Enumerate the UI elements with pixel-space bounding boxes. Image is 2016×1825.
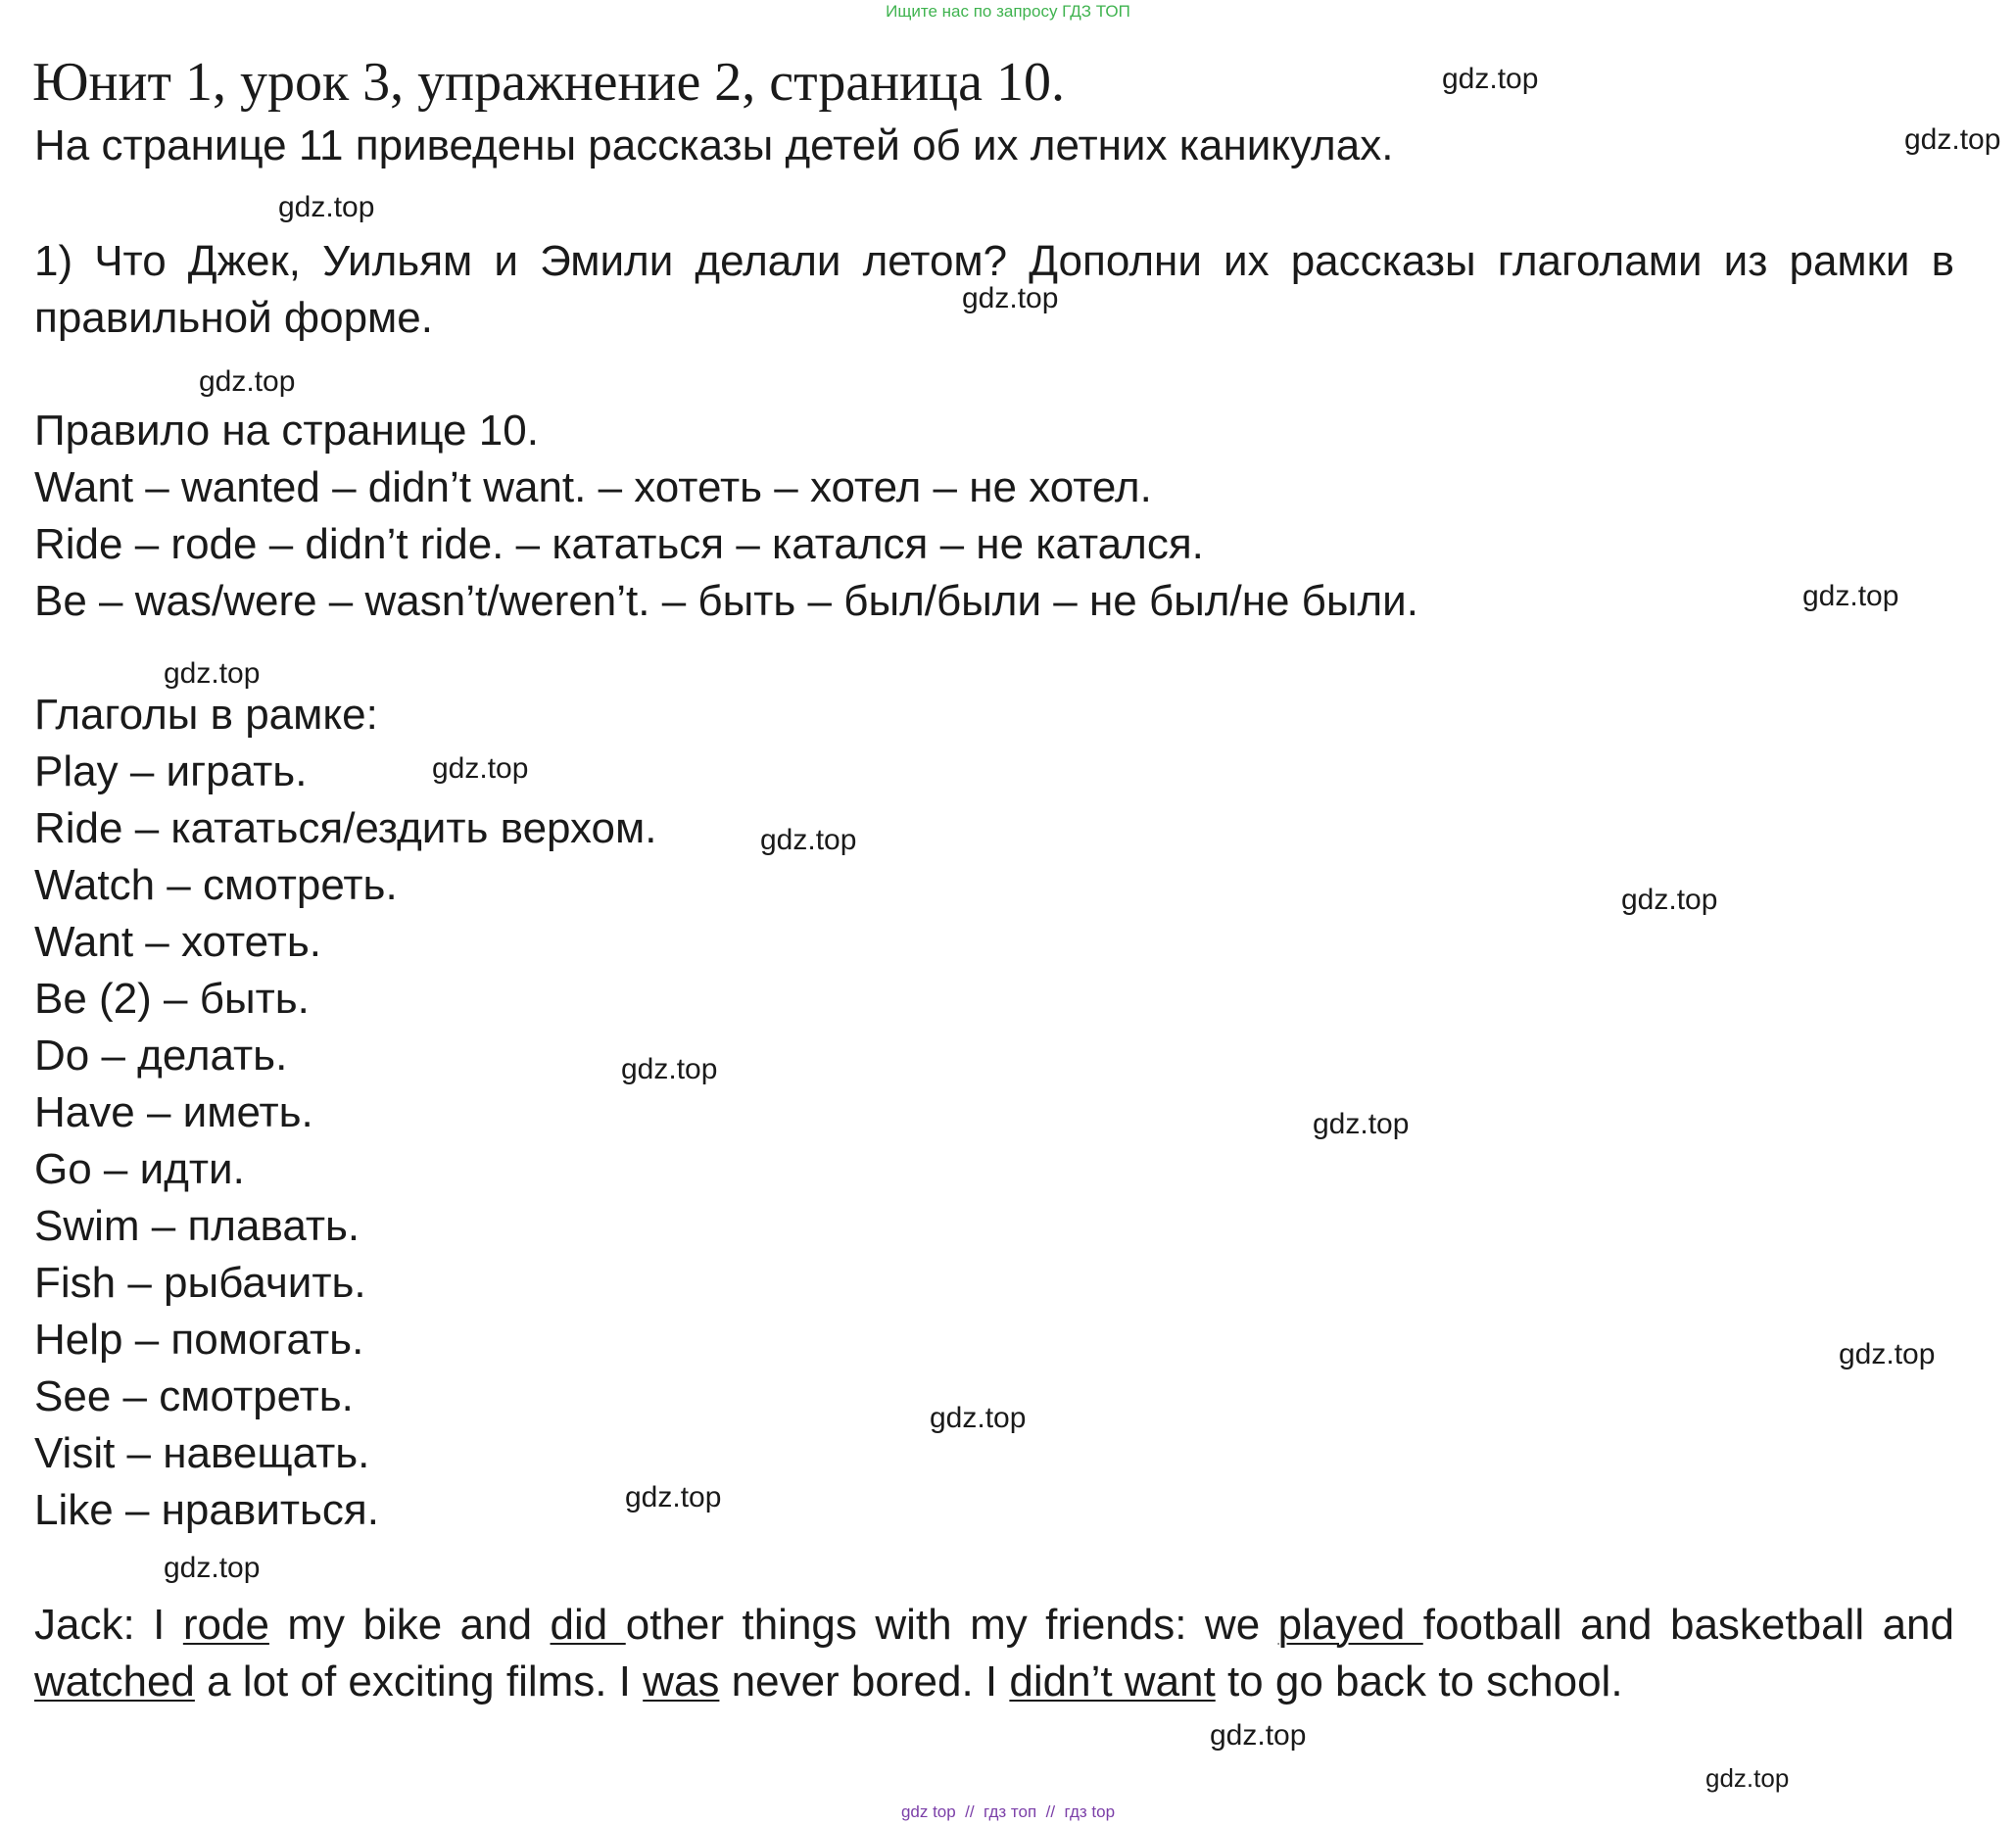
answer-word: did — [550, 1601, 626, 1649]
rule-heading: Правило на странице 10. — [34, 407, 539, 455]
story-text: never bored. I — [719, 1657, 1010, 1705]
verb-item: Want – хотеть. — [34, 918, 321, 966]
rule-line: Be – was/were – wasn’t/weren’t. – быть – был/были – не был/не были. — [34, 577, 1418, 625]
jack-story — [34, 1597, 1954, 1710]
watermark: gdz.top — [621, 1053, 718, 1085]
rule-line: Want – wanted – didn’t want. – хотеть – хотел – не хотел. — [34, 463, 1152, 511]
watermark: gdz.top — [1904, 123, 2001, 156]
verb-item: Be (2) – быть. — [34, 975, 310, 1023]
footer-note: gdz top // гдз топ // гдз top — [900, 1802, 1116, 1821]
story-text: my bike and — [268, 1601, 551, 1649]
verb-item: Play – играть. — [34, 747, 308, 795]
story-text: other things with my friends: we — [625, 1601, 1278, 1649]
intro-text: На странице 11 приведены рассказы детей об их летних каникулах. — [34, 121, 1394, 169]
watermark: gdz.top — [760, 824, 857, 856]
watermark: gdz.top — [278, 191, 375, 223]
watermark: gdz.top — [625, 1481, 722, 1513]
watermark: gdz.top — [1839, 1338, 1936, 1370]
verb-item: Help – помогать. — [34, 1316, 364, 1364]
top-note: Ищите нас по запросу ГДЗ ТОП — [886, 2, 1130, 21]
answer-word: played — [1277, 1601, 1423, 1649]
verb-item: Visit – навещать. — [34, 1429, 370, 1477]
verbs-heading: Глаголы в рамке: — [34, 691, 378, 739]
verb-item: Do – делать. — [34, 1032, 288, 1080]
watermark: gdz.top — [1210, 1719, 1307, 1752]
answer-word: rode — [182, 1601, 269, 1649]
verb-item: Like – нравиться. — [34, 1486, 379, 1534]
verb-item: Go – идти. — [34, 1145, 245, 1193]
verb-item: Swim – плавать. — [34, 1202, 360, 1250]
watermark: gdz.top — [1442, 63, 1539, 95]
story-text: football and basketball and — [1422, 1601, 1954, 1649]
verb-item: Fish – рыбачить. — [34, 1259, 366, 1307]
watermark: gdz.top — [164, 657, 261, 690]
story-text: Jack: I — [34, 1601, 183, 1649]
verb-item: Have – иметь. — [34, 1088, 313, 1136]
watermark: gdz.top — [1802, 580, 1899, 612]
story-text: a lot of exciting films. I — [194, 1657, 644, 1705]
answer-word: was — [643, 1657, 720, 1705]
watermark: gdz.top — [432, 752, 529, 785]
verb-item: Watch – смотреть. — [34, 861, 398, 909]
watermark: gdz.top — [1313, 1108, 1410, 1140]
page-title: Юнит 1, урок 3, упражнение 2, страница 10. — [32, 52, 1065, 113]
watermark: gdz.top — [930, 1402, 1027, 1434]
rule-line: Ride – rode – didn’t ride. – кататься – катался – не катался. — [34, 520, 1204, 568]
task-text: 1) Что Джек, Уильям и Эмили делали летом? Дополни их рассказы глаголами из рамки в правильной форме. — [34, 237, 1954, 342]
watermark: gdz.top — [164, 1552, 261, 1584]
watermark: gdz.top — [199, 365, 296, 398]
answer-word: watched — [34, 1657, 195, 1705]
watermark: gdz.top — [1705, 1763, 1790, 1793]
verb-item: See – смотреть. — [34, 1372, 354, 1420]
watermark: gdz.top — [1621, 884, 1718, 916]
story-text: to go back to school. — [1215, 1657, 1623, 1705]
watermark: gdz.top — [962, 282, 1059, 314]
answer-word: didn’t want — [1009, 1657, 1216, 1705]
verb-item: Ride – кататься/ездить верхом. — [34, 804, 657, 852]
